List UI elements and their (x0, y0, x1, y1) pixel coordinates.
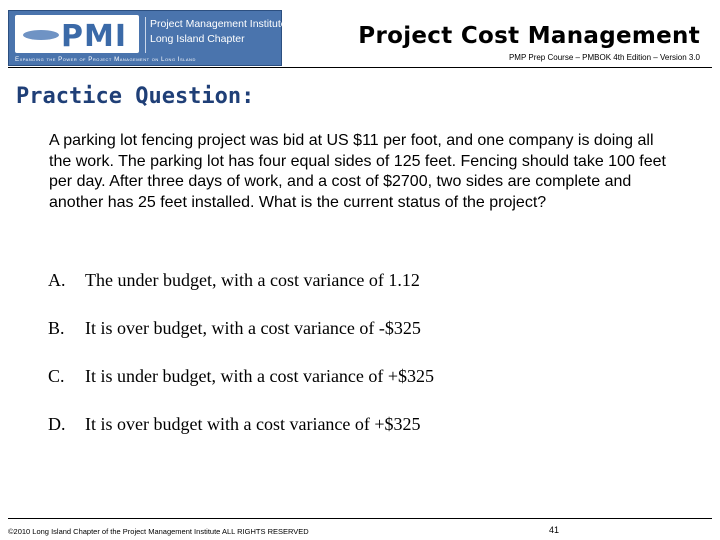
question-text: A parking lot fencing project was bid at US $11 per foot, and one company is doing all the work. The parking lot has four equal sides of 125 feet. Fencing should take 100 feet per day. After three days of work, and a cost of $2700, two sides are complete and another has 25 feet installed. What is the current status of the project? (49, 132, 666, 211)
logo-org-line1: Project Management Institute (150, 18, 287, 30)
logo-tagline: Expanding the Power of Project Management on Long Island (15, 56, 196, 63)
choice-letter: A. (48, 270, 66, 290)
choice-letter: C. (48, 366, 65, 386)
answer-choices (48, 266, 668, 458)
slide-subtitle: PMP Prep Course – PMBOK 4th Edition – Version 3.0 (508, 53, 700, 62)
choice-d (48, 410, 668, 438)
footer-divider (8, 518, 712, 519)
logo-org-line2: Long Island Chapter (150, 33, 245, 45)
choice-letter: B. (48, 318, 65, 338)
page-number: 41 (549, 525, 560, 535)
choice-a (48, 266, 668, 294)
pmi-mark-text: PMI (61, 19, 128, 53)
choice-text: It is over budget, with a cost variance of -$325 (85, 318, 421, 338)
pmi-logo (8, 10, 287, 66)
slide-title: Project Cost Management (358, 23, 700, 49)
choice-text: The under budget, with a cost variance of 1.12 (85, 270, 420, 290)
section-heading: Practice Question: (16, 84, 255, 109)
choice-letter: D. (48, 414, 66, 434)
logo-org-name (145, 17, 287, 53)
copyright-notice: ©2010 Long Island Chapter of the Project Management Institute ALL RIGHTS RESERVED (8, 527, 309, 536)
pmi-logo-mark (15, 15, 139, 53)
choice-text: It is under budget, with a cost variance of +$325 (85, 366, 435, 386)
pmi-mark-icon (15, 15, 139, 53)
choice-c (48, 362, 668, 390)
choice-b (48, 314, 668, 342)
header-divider (8, 67, 712, 68)
choice-text: It is over budget with a cost variance of +$325 (85, 414, 421, 434)
